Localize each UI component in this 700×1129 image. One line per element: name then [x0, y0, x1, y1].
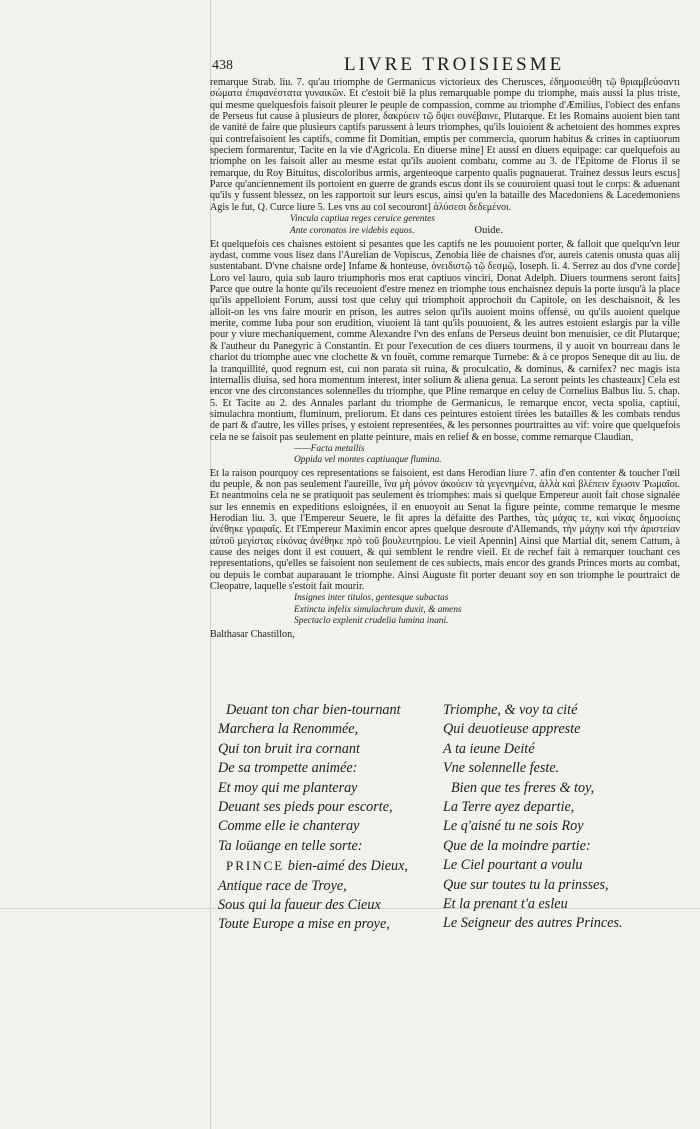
poem-line: Toute Europe a mise en proye, — [218, 916, 390, 933]
verse-quote-ovid — [290, 214, 680, 238]
prince-word: PRINCE — [226, 858, 285, 874]
poem-line: Qui deuotieuse appreste — [443, 721, 581, 738]
commentary-text — [210, 77, 680, 641]
poem-left-column — [218, 701, 453, 935]
verse-line: Insignes inter titulos, gentesque subactas — [294, 593, 449, 604]
book-page — [210, 50, 680, 933]
poem-attribution: Balthasar Chastillon, — [210, 629, 295, 641]
verse-quote-horace — [294, 593, 680, 627]
paragraph-2: Et quelquefois ces chaisnes estoient si pesantes que les captifs ne les pouuoient porter, & falloit que quelqu'vn leur aydast, comme vous lisez dans l'Aurelian de Vopiscus, Zenobia liée de chaisnes d'or, aureis catenis onusta quas alij sustentabant. D'vne chaisne orde] Infame & honteuse, ὀνειδιστῷ τῷ δεσμῷ, Ioseph. li. 4. Serrez au dos d'vne corde] Loro vel lauro, quia sub lauro triumphoris mos erat captiuos vinciri, Donat Adelph. Diuers tourmens seront faits] Parce que outre la honte qu'ils receuoient d'estre menez en triomphe tous enchaisnez depuis la porte iusqu'à la place qu'ils appelloient Forum, aussi tost que celuy qui triomphoit approchoit du Capitole, on les deschaisnoit, & les alloit-on les vns faire mourir en prison, les autres selon qu'ils auoient moins offensé, ou qu'ils auoient quelque merite, comme Iuba pour son erudition, viuoient là tant qu'ils pouuoient, & les autres estoient eslargis par la ville pour y viure mechaniquement, comme Alexandre l'vn des enfans de Perseus deuint bon menuisier, ce dit Plutarque; & l'autheur du Panegyric à Constantin. Et pour l'execution de ces diuers tourmens, il y auoit vn bourreau dans le chariot du triomphe auec vne clochette & vn fouët, comme remarque Turnebe: & à ce propos Seneque dit au liu. de la tranquillité, quod regnum est, cui non parata sit ruina, & proculcatio, & dominus, & carnifex? nec magis ista internallis diuisa, sed hora momentum interest, inter solium & aliena genua. La seront peints les chasteaux] Cela est encor vne des circonstances solennelles du triomphe, que Pline remarque en celuy de Cornelius Balbus liu. 5. chap. 5. Et Tacite au 2. des Annales parlant du triomphe de Germanicus, le remarque encor, vecta spolia, captiui, simulachra montium, fluminum, preliorum. Et dans ces peintures estoient tirées les batailles & les combats rendus de part & d'autre, les villes prises, y estoient representées, & les personnes pourtraittes au vif: voire que quelquefois cela ne se faisoit pas seulement en platte peinture, mais en relief & en bosse, comme remarque Claudian, — [210, 238, 680, 443]
poem-line: Sous qui la faueur des Cieux — [218, 897, 381, 914]
poem-line: Antique race de Troye, — [218, 877, 347, 894]
poem-line: Vne solennelle feste. — [443, 760, 560, 777]
poem-line: Qui ton bruit ira cornant — [218, 740, 360, 757]
poem-line: Le q'aisné tu ne sois Roy — [443, 818, 584, 835]
poem-line: Marchera la Renommée, — [218, 721, 359, 738]
paragraph-1: remarque Strab. liu. 7. qu'au triomphe de Germanicus victorieux des Cherusces, ἐδημοσιεύθη τῷ θριαμβεύσαντι σώματα ἐπιφανέστατα γυναικῶν. Et c'estoit biē la plus remarquable pompe du triomphe, mais aussi la plus triste, qui mesme quelquesfois faisoit pleurer le peuple de compassion, comme au triomphe d'Æmilius, l'obiect des enfans de Perseus fut cause à plusieurs de plorer, δακρύειν τῷ ὄψει συνέβαινε, Plutarque. Et les Romains auoient bien tant de vanité de faire que plusieurs captifs parussent à leurs triomphes, qu'ils louioient & achetoient des hommes expres qui contrefaisoient les captifs, comme fit Domitian, emptis per commercia, quorum habitus & crines in captiuorum speciem formarentur, Tacite en la vie d'Agricola. En diuerse mine] Et aussi en diuers equipage: car quelquefois au triomphe on les faisoit aller au mesme estat qu'ils auoient combatu, comme au 3. de l'Epitome de Florus il se remarque, du Roy Bituitus, discoloribus armis, argenteoque carpento qualis pugnauerat. Trainez dessus leurs escus] Parce qu'anciennement ils portoient en guerre de grands escus dont ils se couuroient quasi tout le corps: & aduenant qu'ils y fussent blessez, on les rapportoit sur leurs escus, ainsi qu'en la bataille des Macedoniens & Lacedemoniens Agis le fut, Q. Curce liure 5. Les vns au col secouront] ἁλύσεσι δεδεμένοι. — [210, 77, 680, 213]
verse-author: Ouide. — [474, 225, 503, 237]
poem-line: Et la prenant t'a esleu — [443, 896, 568, 913]
poem-line: Et moy qui me planteray — [218, 779, 358, 796]
poem-line: Le Ciel pourtant a voulu — [443, 857, 583, 874]
verse-quote-claudian — [294, 444, 680, 467]
verse-line: ——Facta metallis — [294, 443, 365, 454]
poem-line: Deuant ton char bien-tournant — [226, 702, 401, 718]
poem-line: Le Seigneur des autres Princes. — [443, 915, 623, 932]
verse-line: Vincula captiua reges ceruice gerentes — [290, 214, 435, 225]
verse-line: Ante coronatos ire videbis equos. Ouide. — [290, 225, 503, 237]
poem-line: Que sur toutes tu la prinsses, — [443, 876, 609, 893]
page-header — [212, 52, 682, 78]
verse-line: Spectaclo explenit crudelia lumina inani. — [294, 615, 449, 626]
verse-line: Oppida vel montes captiuaque flumina. — [294, 455, 442, 466]
poem-line: De sa trompette animée: — [218, 760, 358, 777]
poem-line: Triomphe, & voy ta cité — [443, 702, 578, 718]
poem-line: Ta loüange en telle sorte: — [218, 837, 363, 854]
poem-line: Comme elle ie chanteray — [218, 818, 360, 835]
poem-right-column — [443, 701, 683, 934]
page-number: 438 — [212, 58, 233, 73]
poem-line: Bien que tes freres & toy, — [451, 779, 595, 796]
poem-line: Deuant ses pieds pour escorte, — [218, 799, 393, 816]
poem-line: PRINCE bien-aimé des Dieux, — [226, 858, 408, 875]
poem-line: La Terre ayez departie, — [443, 799, 575, 816]
running-title: LIVRE TROISIESME — [344, 54, 565, 75]
verse-line: Extincta infelix simulachrum duxit, & amens — [294, 604, 462, 615]
paragraph-3: Et la raison pourquoy ces representations se faisoient, est dans Herodian liure 7. afin d'en contenter & toucher l'œil du peuple, & non pas seulement l'aureille, ἵνα μὴ μόνον ἀκούειν τὰ γεγενημένα, ἀλλὰ καὶ βλέπειν ἔχωσιν Ῥωμαῖοι. Et neantmoins cela ne se pratiquoit pas seulement ès triomphes: mais si quelque Empereur auoit fait chose signalée sur les ennemis en expeditions esloignées, il en enuoyoit au Senat la figure peinte, comme remarque le mesme Herodian liu. 3. que l'Empereur Seuere, le fit apres la défaitte des Parthes, τὰς μάχας τε, καὶ νίκας δημοσίαις ἀνέθηκε γραφαῖς. Et l'Empereur Maximin encor apres quelque desroute d'Allemands, τὴν μάχην καὶ τὴν ἀριστείαν αὐτοῦ μεγίστας εἰκόνας ἀνέθηκε πρὸ τοῦ βουλευτηρίου. Le vieil Apennin] Ainsi que Martial dit, senem Cattum, à cause des neiges dont il est couuert, & qui semblent le rendre vieil. Et de rechef fait à remarquer touchant ces representations, qu'elles se faisoient non seulement de ces subiects, mais encor des grands Princes morts au combat, ou depuis le combat auparauant le triomphe. Ainsi Auguste fit porter deuant soy en son triomphe le pourtraict de Cleopatre, laquelle s'estoit fait mourir. — [210, 467, 680, 592]
poem-line: A ta ieune Deité — [443, 740, 535, 757]
ode-poem — [218, 701, 680, 933]
poem-line: Que de la moindre partie: — [443, 837, 591, 854]
